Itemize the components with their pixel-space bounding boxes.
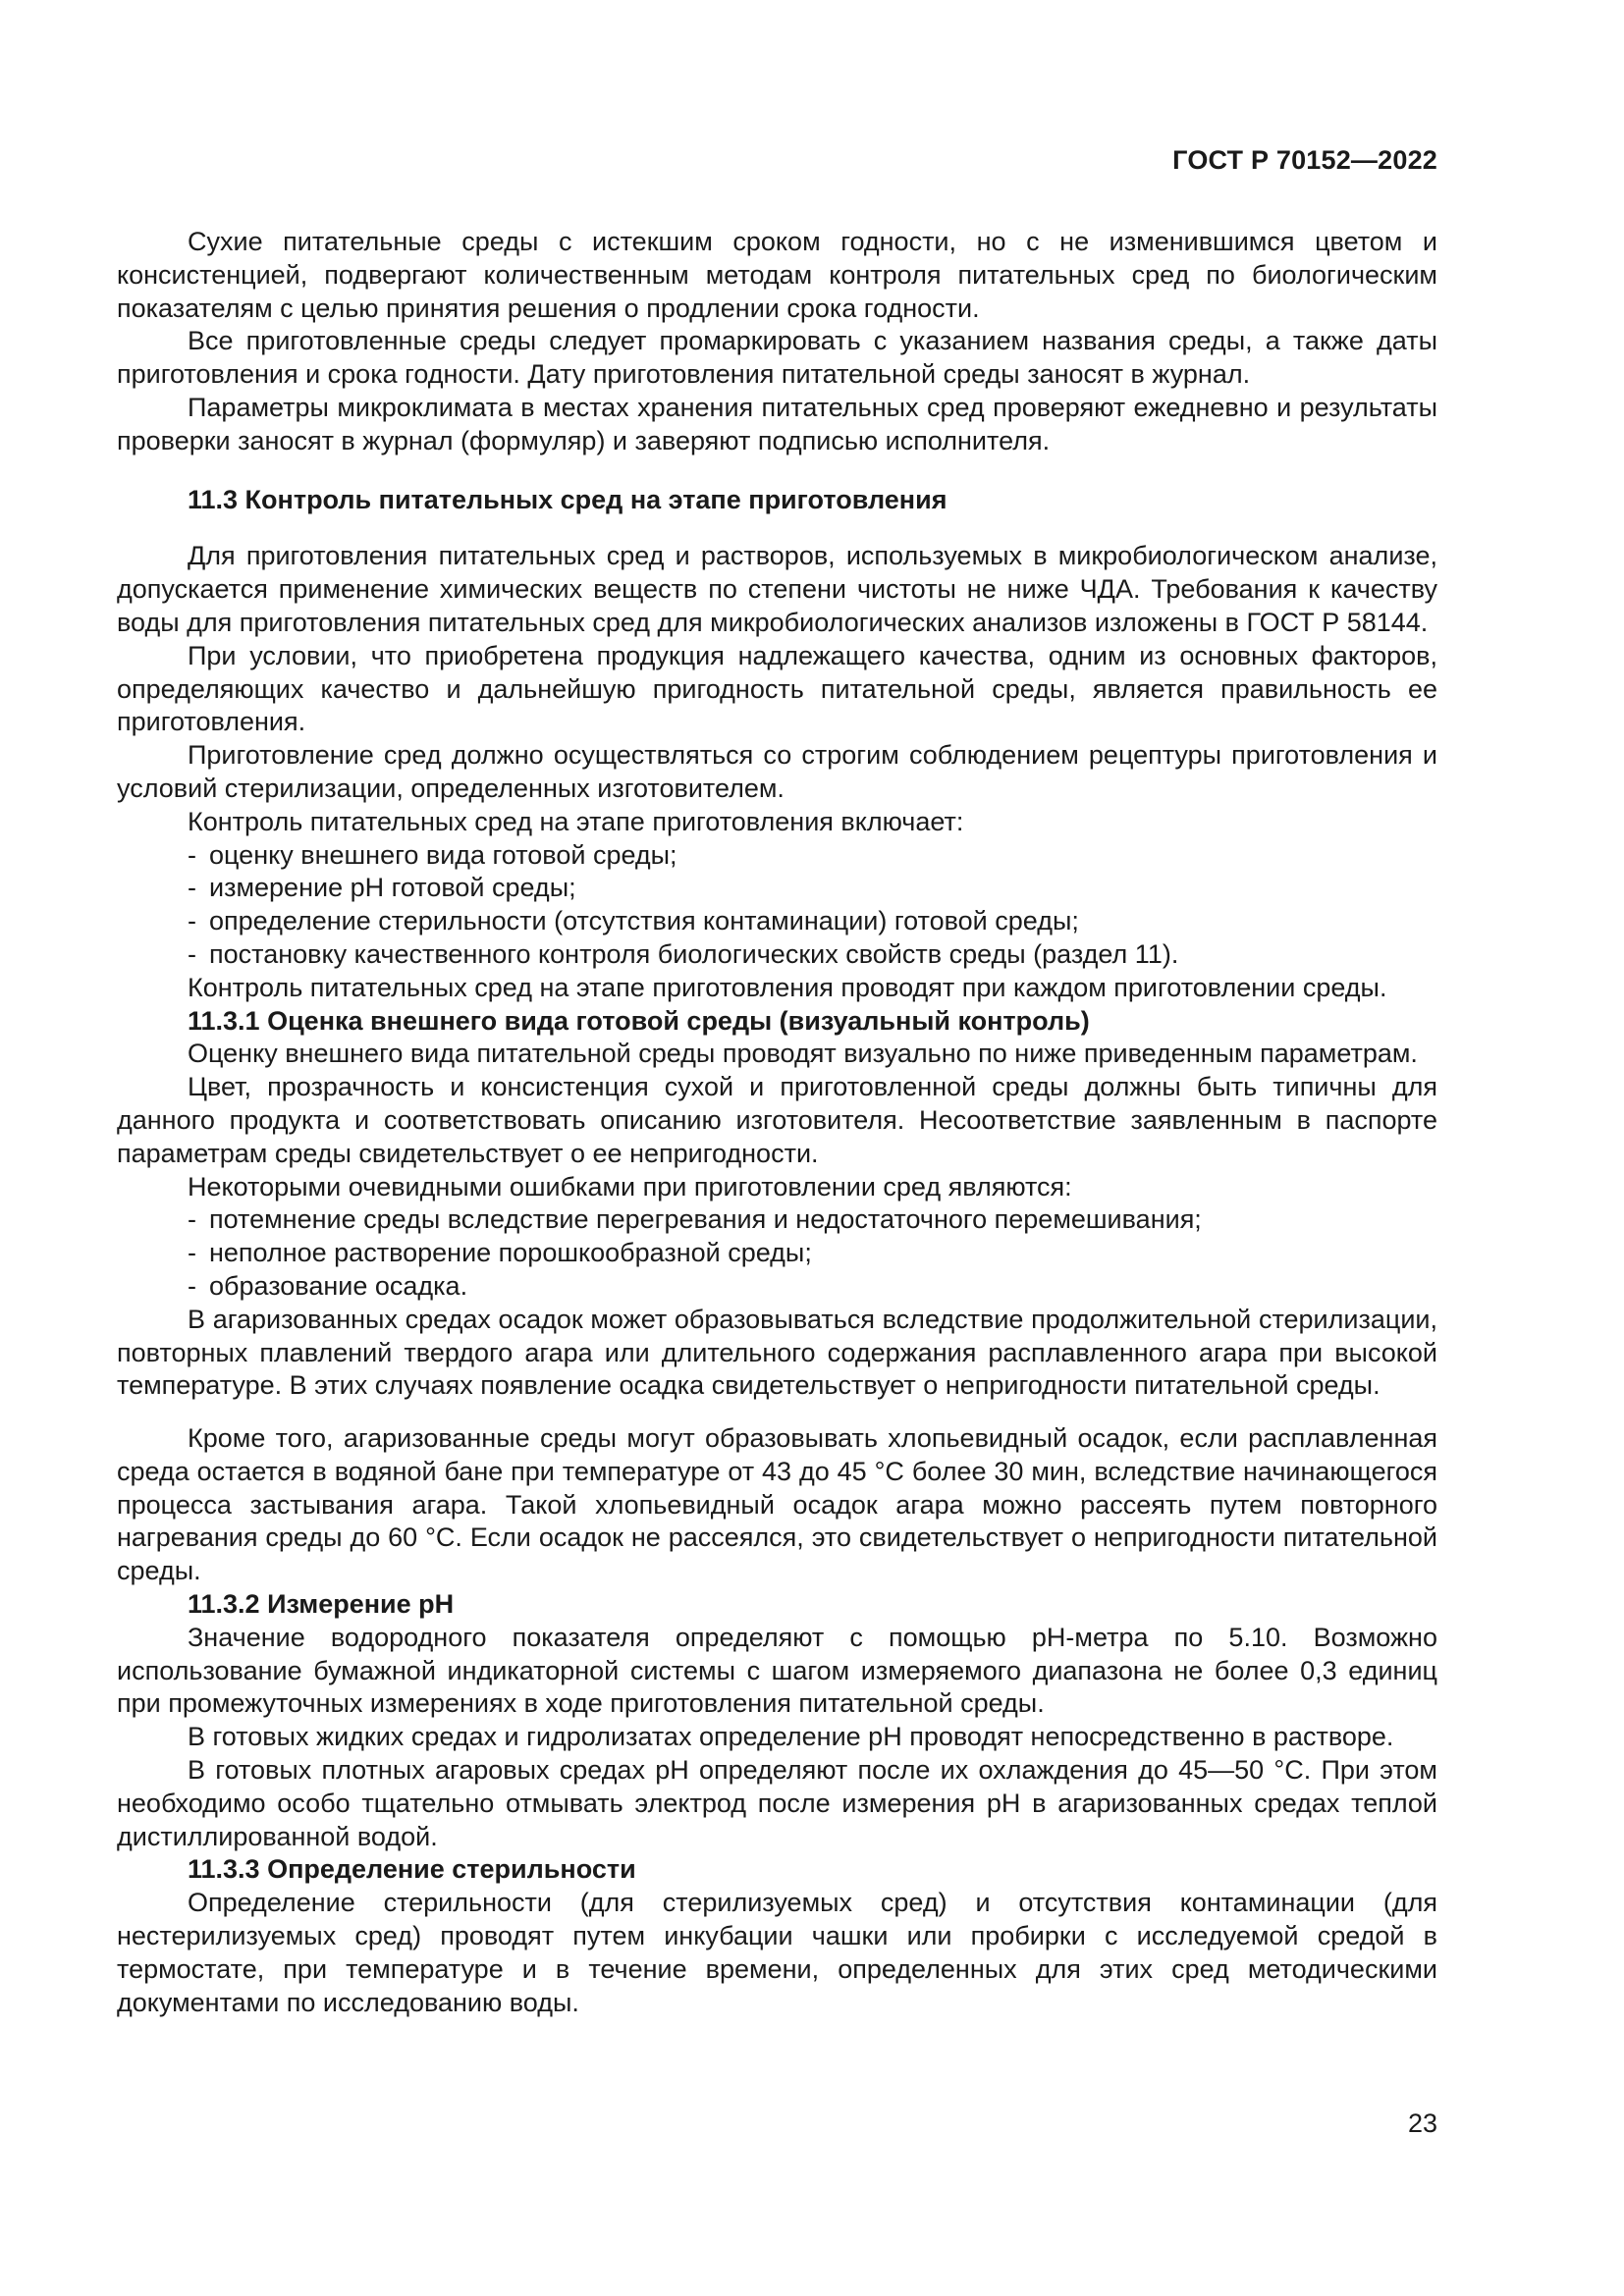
list-dash: - — [188, 1238, 196, 1268]
document-id-header: ГОСТ Р 70152—2022 — [1172, 145, 1437, 175]
list-dash: - — [188, 938, 196, 969]
list-item — [117, 872, 1437, 905]
list-item — [117, 839, 1437, 873]
section-heading-11-3-3: 11.3.3 Определение стерильности — [188, 1854, 636, 1885]
list-dash: - — [188, 906, 196, 936]
paragraph: В готовых плотных агаровых средах pH определяют после их охлаждения до 45—50 °С. При этом необходимо особо тщательно отмывать электрод после измерения pH в агаризованных средах теплой дистиллированной водой. — [117, 1755, 1437, 1851]
paragraph: Цвет, прозрачность и консистенция сухой и приготовленной среды должны быть типичны для данного продукта и соответствовать описанию изготовителя. Несоответствие заявленным в паспорте параметрам среды свидетельствует о ее непригодности. — [117, 1072, 1437, 1168]
list-item — [117, 905, 1437, 938]
section-heading-11-3-1: 11.3.1 Оценка внешнего вида готовой среды (визуальный контроль) — [188, 1005, 1090, 1036]
paragraph: Контроль питательных сред на этапе приготовления проводят при каждом приготовлении среды. — [188, 972, 1387, 1002]
list-item-text: постановку качественного контроля биологических свойств среды (раздел 11). — [209, 938, 1179, 969]
paragraph: При условии, что приобретена продукция надлежащего качества, одним из основных факторов, определяющих качество и дальнейшую пригодность питательной среды, является правильность ее приготовления. — [117, 640, 1437, 737]
document-body — [117, 226, 1437, 2019]
list-item-text: оценку внешнего вида готовой среды; — [209, 839, 677, 870]
paragraph: Кроме того, агаризованные среды могут образовывать хлопьевидный осадок, если расплавленная среда остается в водяной бане при температуре от 43 до 45 °С более 30 мин, вследствие начинающегося процесса застывания агара. Такой хлопьевидный осадок агара можно рассеять путем повторного нагревания среды до 60 °С. Если осадок не рассеялся, это свидетельствует о непригодности питательной среды. — [117, 1423, 1437, 1586]
paragraph: В агаризованных средах осадок может образовываться вследствие продолжительной стерилизации, повторных плавлений твердого агара или длительного содержания расплавленного агара при высокой температуре. В этих случаях появление осадка свидетельствует о непригодности питательной среды. — [117, 1304, 1437, 1401]
paragraph: Приготовление сред должно осуществляться со строгим соблюдением рецептуры приготовления и условий стерилизации, определенных изготовителем. — [117, 740, 1437, 803]
section-heading-11-3-2: 11.3.2 Измерение pH — [188, 1589, 455, 1620]
paragraph: Контроль питательных сред на этапе приготовления включает: — [188, 806, 964, 836]
paragraph: Сухие питательные среды с истекшим сроком годности, но с не изменившимся цветом и консистенцией, подвергают количественным методам контроля питательных сред по биологическим показателям с целью принятия решения о продлении срока годности. — [117, 227, 1437, 323]
list-item-text: измерение pH готовой среды; — [209, 873, 576, 903]
section-heading-11-3: 11.3 Контроль питательных сред на этапе приготовления — [188, 484, 947, 514]
list-item — [117, 938, 1437, 972]
paragraph: Некоторыми очевидными ошибками при приготовлении сред являются: — [188, 1171, 1072, 1201]
paragraph: Оценку внешнего вида питательной среды проводят визуально по ниже приведенным параметрам. — [188, 1039, 1418, 1069]
list-item — [117, 1270, 1437, 1304]
list-dash: - — [188, 839, 196, 870]
paragraph: В готовых жидких средах и гидролизатах определение pH проводят непосредственно в растворе. — [188, 1722, 1394, 1752]
list-item — [117, 1237, 1437, 1270]
paragraph: Значение водородного показателя определяют с помощью pH-метра по 5.10. Возможно использование бумажной индикаторной системы с шагом измеряемого диапазона не более 0,3 единиц при промежуточных измерениях в ходе приготовления питательной среды. — [117, 1622, 1437, 1719]
control-steps-list — [117, 839, 1437, 972]
paragraph: Все приготовленные среды следует промаркировать с указанием названия среды, а также даты приготовления и срока годности. Дату приготовления питательной среды заносят в журнал. — [117, 326, 1437, 390]
list-dash: - — [188, 1204, 196, 1235]
paragraph: Определение стерильности (для стерилизуемых сред) и отсутствия контаминации (для нестерилизуемых сред) проводят путем инкубации чашки или пробирки с исследуемой средой в термостате, при температуре и в течение времени, определенных для этих сред методическими документами по исследованию воды. — [117, 1888, 1437, 2017]
list-item — [117, 1203, 1437, 1237]
list-item-text: определение стерильности (отсутствия контаминации) готовой среды; — [209, 906, 1079, 936]
list-dash: - — [188, 873, 196, 903]
list-item-text: неполное растворение порошкообразной среды; — [209, 1238, 812, 1268]
list-item-text: потемнение среды вследствие перегревания и недостаточного перемешивания; — [209, 1204, 1202, 1235]
list-item-text: образование осадка. — [209, 1270, 468, 1301]
paragraph: Параметры микроклимата в местах хранения питательных сред проверяют ежедневно и результаты проверки заносят в журнал (формуляр) и заверяют подписью исполнителя. — [117, 392, 1437, 455]
page-number: 23 — [1407, 2109, 1437, 2138]
list-dash: - — [188, 1270, 196, 1301]
paragraph: Для приготовления питательных сред и растворов, используемых в микробиологическом анализе, допускается применение химических веществ по степени чистоты не ниже ЧДА. Требования к качеству воды для приготовления питательных сред для микробиологических анализов изложены в ГОСТ Р 58144. — [117, 541, 1437, 637]
errors-list — [117, 1203, 1437, 1303]
